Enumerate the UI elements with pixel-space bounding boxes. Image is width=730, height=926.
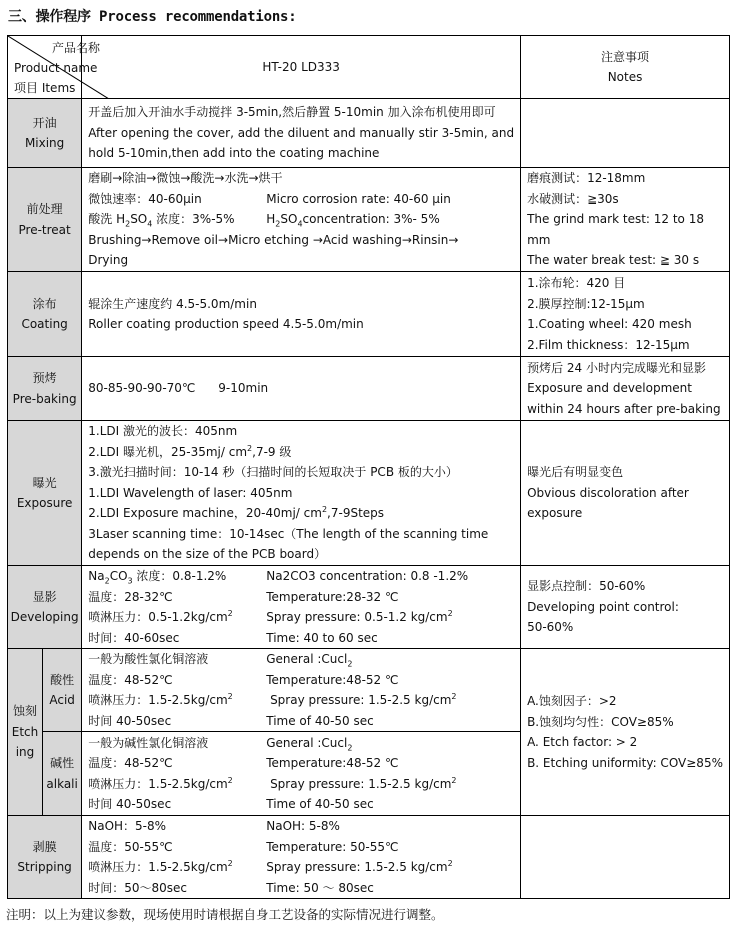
item-alkali-cn: 碱性 — [50, 756, 75, 770]
header-items: 项目 Items — [14, 81, 76, 95]
exposure-line: 2.LDI 曝光机，25-35mj/ $cm^2,7-9$ 级 — [88, 443, 292, 459]
mixing-content — [82, 99, 521, 168]
alkali-line: 一般为碱性氯化铜溶液 General :Cucl$_2$ — [88, 735, 353, 752]
stripping-line: 喷淋压力：$1.5-2.5kg/cm^2$ Spray pressure: 1.5-2.5 $kg/cm^2$ — [88, 859, 453, 874]
item-coating-cn: 涂布 — [32, 296, 57, 311]
note-line: B. Etching uniformity: COV≥85% — [527, 755, 723, 770]
item-alkali-en: alkali — [46, 776, 78, 791]
item-stripping — [8, 816, 82, 899]
prebaking-notes — [521, 357, 730, 421]
note-line: 1.Coating wheel: 420 mesh — [527, 317, 692, 331]
stripping-content — [82, 816, 521, 899]
stripping-notes — [521, 816, 730, 899]
footer-note: 注明：以上为建议参数，现场使用时请根据自身工艺设备的实际情况进行调整。 — [6, 907, 444, 922]
developing-line: 喷淋压力：$0.5-1.2kg/cm^2$ Spray pressure: 0.5-1.2 $kg/cm^2$ — [88, 609, 453, 624]
item-coating-en: Coating — [21, 317, 68, 331]
note-line: 预烤后 24 小时内完成曝光和显影 — [527, 360, 706, 375]
note-line: Developing point control: — [527, 599, 679, 614]
exposure-line: 2.LDI Exposure machine，20-40mj/ $cm^2,7-9Steps$ — [88, 505, 385, 521]
exposure-line: 3Laser scanning time：10-14sec（The length of the scanning time — [88, 526, 489, 541]
micro-etch-rate-cn: 微蚀速率：40-60μin — [88, 191, 202, 206]
header-notes — [521, 36, 730, 99]
note-line: exposure — [527, 506, 583, 521]
header-product-name-en: Product name — [14, 61, 98, 75]
item-coating — [8, 272, 82, 357]
item-mixing-en: Mixing — [24, 136, 65, 150]
micro-etch-rate-en: Micro corrosion rate: 40-60 μin — [266, 191, 451, 206]
item-developing-cn: 显影 — [32, 589, 57, 604]
header-diagonal-cell — [8, 36, 101, 99]
item-alkali — [42, 732, 81, 816]
acid-wash-cn: 酸洗 $H_2SO_4$ 浓度：3%-5% — [88, 212, 235, 229]
row-stripping — [8, 816, 730, 899]
item-prebaking — [8, 357, 82, 421]
acid-content — [82, 649, 521, 732]
item-acid-cn: 酸性 — [50, 672, 75, 687]
note-line: Exposure and development — [527, 381, 692, 396]
developing-line: 温度：28-32℃ Temperature:28-32 ℃ — [88, 589, 399, 604]
header-notes-cn: 注意事项 — [601, 49, 650, 64]
note-line: within 24 hours after pre-baking — [527, 401, 721, 416]
note-line: 1.涂布轮：420 目 — [527, 276, 626, 290]
row-coating — [8, 272, 730, 357]
pretreat-line: 磨刷→除油→微蚀→酸洗→水洗→烘干 — [88, 171, 283, 186]
item-mixing — [8, 99, 82, 168]
alkali-line: 温度：48-52℃ Temperature:48-52 ℃ — [88, 756, 399, 770]
row-exposure — [8, 421, 730, 566]
coating-line: Roller coating production speed 4.5-5.0m/min — [88, 317, 364, 331]
header-product-name-cn: 产品名称 — [52, 41, 101, 55]
item-etching — [8, 649, 43, 816]
acid-line: 温度：48-52℃ Temperature:48-52 ℃ — [88, 672, 399, 687]
stripping-line: 时间：50～80sec Time: 50 ～ 80sec — [88, 880, 374, 895]
exposure-line: 1.LDI Wavelength of laser: 405nm — [88, 485, 293, 500]
pretreat-content — [82, 168, 521, 272]
item-etching-cn: 蚀刻 — [12, 704, 37, 719]
exposure-line: 1.LDI 激光的波长：405nm — [88, 424, 238, 439]
item-pretreat-cn: 前处理 — [26, 202, 63, 216]
pretreat-notes — [521, 168, 730, 272]
pretreat-line: Drying — [88, 253, 129, 268]
stripping-line: 温度：50-55℃ Temperature: 50-55℃ — [88, 839, 399, 854]
item-exposure — [8, 421, 82, 566]
note-line: A.蚀刻因子：>2 — [527, 694, 617, 708]
note-line: The grind mark test: 12 to 18 — [527, 212, 704, 227]
coating-notes — [521, 272, 730, 357]
header-row — [8, 36, 730, 99]
item-etching-en-2: ing — [15, 745, 35, 760]
item-exposure-en: Exposure — [16, 496, 73, 510]
alkali-content — [82, 732, 521, 816]
pretreat-line — [88, 209, 514, 230]
row-pretreat — [8, 168, 730, 272]
acid-line: 时间 40-50sec Time of 40-50 sec — [88, 713, 374, 728]
item-pretreat-en: Pre-treat — [18, 222, 71, 237]
mixing-line: hold 5-10min,then add into the coating machine — [88, 146, 380, 161]
process-table — [7, 35, 730, 899]
developing-notes — [521, 566, 730, 649]
section-heading: 三、操作程序 Process recommendations: — [8, 9, 297, 25]
prebaking-content — [82, 357, 521, 421]
pretreat-line — [88, 189, 514, 210]
note-line: 显影点控制：50-60% — [527, 579, 646, 594]
mixing-line: After opening the cover, add the diluent and manually stir 3-5min, and — [88, 125, 515, 140]
header-product: HT-20 LD333 — [82, 36, 521, 99]
exposure-line: depends on the size of the PCB board） — [88, 547, 327, 562]
row-etching-acid — [8, 649, 730, 732]
item-stripping-en: Stripping — [17, 860, 72, 874]
note-line: 2.膜厚控制:12-15μm — [527, 296, 645, 311]
header-notes-en: Notes — [607, 70, 643, 84]
note-line: B.蚀刻均匀性：COV≥85% — [527, 714, 674, 729]
note-line: Obvious discoloration after — [527, 485, 689, 500]
coating-content — [82, 272, 521, 357]
exposure-content — [82, 421, 521, 566]
item-acid-en: Acid — [49, 693, 75, 707]
note-line: 水破测试：≧30s — [527, 191, 619, 206]
item-developing-en: Developing — [10, 610, 79, 624]
stripping-line: NaOH：5-8% NaOH: 5-8% — [88, 819, 340, 833]
note-line: The water break test: ≧ 30 s — [527, 253, 700, 268]
developing-line: $Na_2CO_3$ 浓度：0.8-1.2% Na2CO3 concentration: 0.8 -1.2% — [88, 569, 469, 586]
pretreat-line: Brushing→Remove oil→Micro etching →Acid washing→Rinsin→ — [88, 232, 459, 247]
item-exposure-cn: 曝光 — [32, 475, 57, 490]
note-line: 50-60% — [527, 620, 574, 635]
item-developing — [8, 566, 82, 649]
note-line: 磨痕测试：12-18mm — [527, 171, 646, 186]
note-line: 2.Film thickness：12-15μm — [527, 337, 690, 352]
etching-notes — [521, 649, 730, 816]
item-mixing-cn: 开油 — [32, 115, 57, 130]
item-stripping-cn: 剥膜 — [32, 839, 57, 854]
note-line: mm — [527, 232, 551, 247]
note-line: A. Etch factor: > 2 — [527, 735, 638, 749]
row-mixing — [8, 99, 730, 168]
coating-line: 辊涂生产速度约 4.5-5.0m/min — [88, 296, 257, 311]
acid-line: 一般为酸性氯化铜溶液 General :Cucl$_2$ — [88, 652, 353, 669]
item-pretreat — [8, 168, 82, 272]
item-prebaking-cn: 预烤 — [32, 371, 57, 385]
mixing-line: 开盖后加入开油水手动搅拌 3-5min,然后静置 5-10min 加入涂布机使用即可 — [88, 105, 496, 120]
note-line: 曝光后有明显变色 — [527, 465, 624, 480]
acid-wash-en: $H_2SO_4concentration$: 3%- 5% — [266, 212, 440, 229]
alkali-line: 喷淋压力：$1.5-2.5kg/cm^2$ Spray pressure: 1.5-2.5 $kg/cm^2$ — [88, 775, 457, 791]
developing-content — [82, 566, 521, 649]
mixing-notes — [521, 99, 730, 168]
developing-line: 时间：40-60sec Time: 40 to 60 sec — [88, 630, 378, 645]
item-etching-en: Etch — [11, 724, 39, 739]
exposure-line: 3.激光扫描时间：10-14 秒（扫描时间的长短取决于 PCB 板的大小） — [88, 465, 458, 480]
item-prebaking-en: Pre-baking — [12, 391, 77, 406]
row-developing — [8, 566, 730, 649]
prebaking-line: 80-85-90-90-70℃ 9-10min — [88, 381, 269, 396]
row-prebaking — [8, 357, 730, 421]
acid-line: 喷淋压力：$1.5-2.5kg/cm^2$ Spray pressure: 1.5-2.5 $kg/cm^2$ — [88, 692, 457, 707]
item-acid — [42, 649, 81, 732]
alkali-line: 时间 40-50sec Time of 40-50 sec — [88, 797, 374, 811]
exposure-notes — [521, 421, 730, 566]
